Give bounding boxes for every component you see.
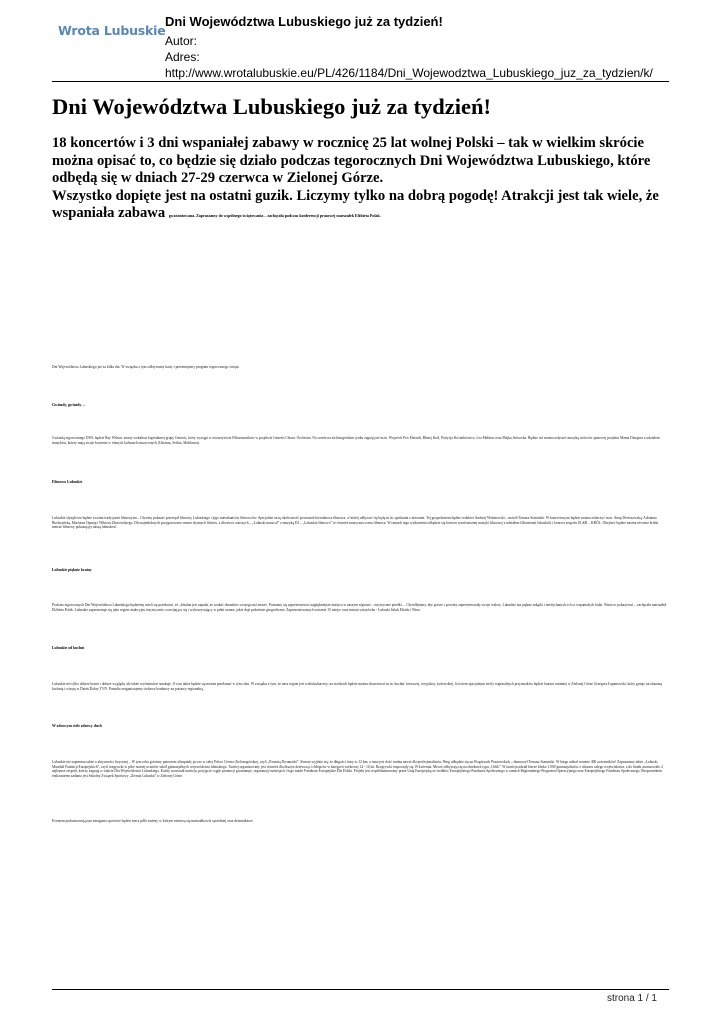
source-url-link[interactable]: http://www.wrotalubuskie.eu/PL/426/1184/Dni_Wojewodztwa_Lubuskiego_juz_za_tydzien/k/ bbox=[165, 66, 653, 80]
header-title: Dni Województwa Lubuskiego już za tydzień! bbox=[165, 14, 443, 29]
article-title: Dni Województwa Lubuskiego już za tydzień! bbox=[52, 94, 491, 119]
lead-paragraph-2 bbox=[52, 188, 669, 223]
header-divider bbox=[52, 81, 669, 82]
article-lead bbox=[52, 135, 669, 223]
section-heading: Lubuskie pięknie krainy bbox=[52, 568, 92, 572]
section-paragraph: Lubuskie nie zapomina także o aktywności fizycznej – W tym roku gościmy patronem olimpiady po raz w całej Polsce Ciesno-Zielonogórskiej, czyli „Parasitą Dwumarki”. Starsze wyjdzie się, że długości trasy to 12 km, a trasa jest dość trudna nawet dla profesjonalistów. Bieg odbędzie się na Wzgórzach Piastowskich – dumaczył Tomasz Stamirski. W biegu udział wezmie 400 uczestników! Zapraszamy także „Lubuski Mundial Fundacji Europejskich”, czyli rozgrywki w piłce nożnej uczniów szkół gimnazjalnych województwa lubuskiego. Turniej organizowany jest również dla drużyn dziewcząt i chłopców w kategorii wiekowej 14 - 16 lat. Rozgrywki rozpoczęły się 19 kwietnia. Mecze odbywają się na obiektach typu „Orlik”. W turnieju udział bierze blisko 1.000 gimnazjalistów z obszaru całego województwa, a do finału awansowało 4 najlepsze zespoły, którzy zagrają w trakcie Dni Województwa Lubuskiego. Każdy uczestnik turnieju, przyjęcie ciągle promocji gwarantuje, organizacji turniejach i logo marki Fundusze Europejskie Dla Polski. Projekt jest współfinansowany przez Unię Europejską ze środków Europejskiego Funduszu Społecznego w ramach Regionalnego Programu Operacyjnego oraz Europejskiego Funduszu Społecznego. Bezpośrednim realizatorem zadania jest Szkolny Związek Sportowy „Ziemia Lubuska” w Zielonej Górze. bbox=[52, 760, 663, 778]
lead-paragraph-2-small: gwarantowana. Zapraszamy do wspólnego świętowania – zachęcała podczas konferencji prasowej marszałek Elżbieta Polak. bbox=[168, 213, 381, 218]
footer-divider bbox=[52, 989, 669, 990]
section-paragraph: Lubuskie słynęło też będzie swoimi tradycjami filmowymi – Chcemy pokazać potencjał filmowy Lubuskiego i jego mieszkańców filmowców. Specjalnie na tę okoliczność powstanie kierunkowa filmowa, w której odbywać się będą m.in. spotkania z aktorami. Tej gospodarzem będzie redaktor Andrzej Woźniewski – mówił Tomasz Stamirski. W koncertowym będzie można zobaczyć m.in. Annę Dereszowską, Adrianna Biedrzyńską, Mariusza Opanię i Wiktora Zborowskiego. Dla najmłodszych przygotowano seanse słynnych filmów, a dla nieco starszych – „Lubuski musical” z muzyką DJ – „Lubuskie filmowo” to również muzyczna scena filmowa. W ramach tego wydarzenia odbędzie się koncert symfonicznej muzyki filmowej z udziałem filharmonii lubuskich i koncert zespołu ULKR – KRÓL. Obejrzeć będzie można również krótki metraż filmowy pokazujący naszą lubuskość. bbox=[52, 516, 659, 530]
section-heading: Lubuskie od kuchni bbox=[52, 646, 85, 650]
section-heading: W zdrowym ciele zdrowy duch bbox=[52, 724, 102, 728]
wrota-lubuskie-logo[interactable]: Wrota Lubuskie bbox=[58, 23, 166, 38]
page-number: strona 1 / 1 bbox=[606, 993, 657, 1004]
section-paragraph: Lubuskie nie tylko dobrze brzmi i dobrze wygląda, ale także wyśmienicie smakuje. O tym także będzie się można przekonać w tym roku. W związku z tym, że nasz region jest wielokulturowy, na stoiskach będzie można skosztować m.in. kuchni: kresowej, rosyjskiej, żydowskiej. Gościem specjalnym strefy regionalnych przysmaków będzie laureat ostatniej w Zielonej Górze Grzegorz Łapanowski, który gotuje na okazaną kuchnię i wizytę w Dzień Dobry TVN. Ponadto zorganizujemy ciekawe konkursy na potrawy regionalną. bbox=[52, 682, 662, 691]
lead-paragraph-2-text: Wszystko dopięte jest na ostatni guzik. Liczymy tylko na dobrą pogodę! Atrakcji jest tak wiele, że wspaniała zabawa bbox=[52, 187, 659, 221]
section-paragraph: Gwiazdą tegorocznego DWL będzie Ray Wilson: znany wokalista legendarnej grupy Genesis, który wystąpi w towarzystwie Filharmoników w projekcie Genesis Classic Orchestra. Na scenie na zielonogórskim rynku zagrają też m.in. Wojciech Fox Eheardt, Błażej Król, Patrycja Kosiarkiewicz, Lea Melinus oraz Majka Jeżowska. Będzie też można usłyszeć muzykę twórców spinowej projektu Mama Diaspora z udziałem muzyków, którzy mają swoje korzenie w różnych kulturach muzycznych (Ukraina, Serbia, Mołdawia). bbox=[52, 436, 660, 445]
section-heading: Gwiazdy, gwiazdy… bbox=[52, 403, 86, 407]
author-label: Autor: bbox=[165, 34, 198, 48]
address-label: Adres: bbox=[165, 50, 200, 64]
lead-paragraph-1: 18 koncertów i 3 dni wspaniałej zabawy w rocznicę 25 lat wolnej Polski – tak w wielkim skrócie można opisać to, co będzie się działo podczas tegorocznych Dni Województwa Lubuskiego, które odbędą się w dniach 27-29 czerwca w Zielonej Górze. bbox=[52, 135, 651, 186]
section-heading: Filmowo Lubuskie bbox=[52, 480, 83, 484]
closing-paragraph: Eventem podsumowującym zmagania sportowe będzie mecz piłki nożnej, w którym zmierzą się marszałkowie sąsiedniej oraz dziennikarze. bbox=[52, 819, 254, 823]
document-header bbox=[0, 0, 725, 78]
section-paragraph: Podczas tegorocznych Dni Województwa Lubuskiego będziemy mieli się przekonać, że „lokalna jest zapada, że szukać obrazków swojego niż znacie. Poznamy się zaprezentować najpiękniejsze miejsca w naszym regionie – turystyczne perełki. – Chcielibyśmy, aby goście i powiaty zaprezentowały swoje walory. Lubuskie ma piękne zakątki i niesłychanych ich to wspaniałych ludzi. Warto to pokazywać – zachęcała marszałek Elżbieta Polak. Lubuskie zaprezentuje się jako region atrakcyjny turystycznie, rozwijający się i wykorzystujący w pełni szanse, jakie daje położenie geograficzne. Zaprezentowanych zostanie 15 miejsc oraz miasta wizytówka - Lubuski Szlak Miodu i Wina. bbox=[52, 603, 667, 612]
intro-paragraph: Dni Województwa Lubuskiego już za kilka dni. W związku z tym odkrywamy karty i prezentujemy program tegorocznego święta. bbox=[52, 365, 240, 369]
